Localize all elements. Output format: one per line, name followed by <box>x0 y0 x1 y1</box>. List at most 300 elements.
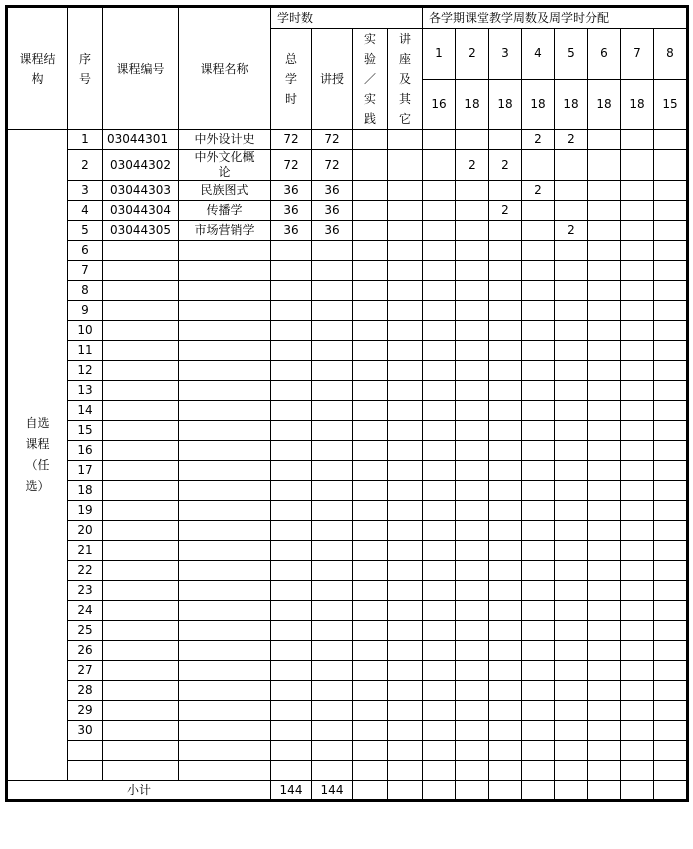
empty-cell <box>588 381 621 401</box>
empty-cell <box>103 461 179 481</box>
empty-cell <box>103 521 179 541</box>
empty-cell <box>654 461 688 481</box>
row-seq: 29 <box>68 701 103 721</box>
empty-cell <box>456 661 489 681</box>
empty-cell <box>312 301 353 321</box>
empty-cell <box>456 601 489 621</box>
empty-cell <box>179 441 271 461</box>
empty-cell <box>489 401 522 421</box>
empty-cell <box>555 501 588 521</box>
empty-cell <box>353 721 388 741</box>
empty-cell <box>312 261 353 281</box>
empty-cell <box>312 661 353 681</box>
empty-cell <box>555 421 588 441</box>
empty-cell <box>271 601 312 621</box>
course-row <box>7 221 688 241</box>
empty-cell <box>353 241 388 261</box>
header-hours-group: 学时数 <box>271 7 423 29</box>
empty-cell <box>271 481 312 501</box>
category-label: 自选课程（任选） <box>25 416 50 493</box>
empty-cell <box>456 341 489 361</box>
empty-cell <box>423 621 456 641</box>
empty-cell <box>353 481 388 501</box>
empty-cell <box>456 741 489 761</box>
header-seq-text: 序号 <box>78 51 91 86</box>
empty-row <box>7 381 688 401</box>
empty-cell <box>456 621 489 641</box>
empty-cell <box>103 381 179 401</box>
empty-cell <box>312 321 353 341</box>
empty-cell <box>522 561 555 581</box>
weeks-5: 18 <box>555 79 588 130</box>
empty-cell <box>179 621 271 641</box>
subtotal-empty-cell <box>621 781 654 801</box>
empty-cell <box>388 541 423 561</box>
empty-cell <box>312 641 353 661</box>
header-semester-group: 各学期课堂教学周数及周学时分配 <box>423 7 688 29</box>
empty-cell <box>388 701 423 721</box>
empty-cell <box>522 621 555 641</box>
empty-cell <box>388 301 423 321</box>
empty-cell <box>489 301 522 321</box>
header-lab-text: 实验／实践 <box>363 32 376 126</box>
empty-cell <box>423 381 456 401</box>
empty-cell <box>271 381 312 401</box>
empty-cell <box>423 421 456 441</box>
course-lab-hours <box>353 181 388 201</box>
empty-row <box>7 441 688 461</box>
empty-cell <box>353 381 388 401</box>
semester-6: 6 <box>588 29 621 80</box>
row-seq: 17 <box>68 461 103 481</box>
course-total-hours: 36 <box>271 181 312 201</box>
empty-cell <box>103 481 179 501</box>
empty-cell <box>555 581 588 601</box>
course-semester-4-hours: 2 <box>522 130 555 150</box>
course-name-text: 民族图式 <box>200 183 249 197</box>
empty-cell <box>312 601 353 621</box>
course-semester-5-hours <box>555 201 588 221</box>
empty-cell <box>271 701 312 721</box>
empty-cell <box>271 541 312 561</box>
empty-cell <box>103 561 179 581</box>
empty-row <box>7 721 688 741</box>
empty-cell <box>271 281 312 301</box>
empty-cell <box>588 361 621 381</box>
empty-cell <box>489 481 522 501</box>
course-semester-8-hours <box>654 130 688 150</box>
empty-cell <box>271 561 312 581</box>
weeks-7: 18 <box>621 79 654 130</box>
empty-cell <box>621 581 654 601</box>
row-seq: 16 <box>68 441 103 461</box>
row-seq <box>68 741 103 761</box>
empty-cell <box>179 341 271 361</box>
row-seq: 28 <box>68 681 103 701</box>
course-semester-2-hours: 2 <box>456 150 489 181</box>
empty-cell <box>456 381 489 401</box>
empty-cell <box>654 281 688 301</box>
empty-cell <box>555 701 588 721</box>
empty-cell <box>179 301 271 321</box>
empty-cell <box>312 481 353 501</box>
empty-cell <box>522 261 555 281</box>
empty-cell <box>179 381 271 401</box>
empty-cell <box>179 401 271 421</box>
empty-cell <box>522 761 555 781</box>
empty-cell <box>456 641 489 661</box>
empty-cell <box>621 401 654 421</box>
empty-cell <box>489 421 522 441</box>
empty-cell <box>456 401 489 421</box>
course-name-text: 中外文化概论 <box>194 150 255 179</box>
empty-cell <box>103 741 179 761</box>
empty-cell <box>555 441 588 461</box>
header-lecture: 讲授 <box>312 29 353 130</box>
empty-cell <box>522 361 555 381</box>
course-semester-6-hours <box>588 201 621 221</box>
course-semester-7-hours <box>621 130 654 150</box>
empty-row <box>7 321 688 341</box>
empty-cell <box>555 721 588 741</box>
empty-cell <box>423 281 456 301</box>
course-semester-2-hours <box>456 181 489 201</box>
empty-cell <box>588 241 621 261</box>
empty-cell <box>621 661 654 681</box>
empty-cell <box>388 481 423 501</box>
empty-cell <box>179 721 271 741</box>
course-semester-3-hours: 2 <box>489 150 522 181</box>
course-seq: 3 <box>68 181 103 201</box>
empty-row <box>7 681 688 701</box>
empty-cell <box>271 361 312 381</box>
empty-cell <box>103 361 179 381</box>
empty-cell <box>456 721 489 741</box>
empty-cell <box>312 341 353 361</box>
course-name <box>179 221 271 241</box>
empty-row <box>7 641 688 661</box>
subtotal-label: 小计 <box>7 781 271 801</box>
empty-cell <box>103 501 179 521</box>
empty-cell <box>555 401 588 421</box>
empty-cell <box>654 721 688 741</box>
course-code: 03044301 <box>103 130 179 150</box>
empty-cell <box>621 521 654 541</box>
empty-cell <box>621 601 654 621</box>
empty-cell <box>456 421 489 441</box>
header-total-hours <box>271 29 312 130</box>
row-seq: 9 <box>68 301 103 321</box>
empty-cell <box>621 501 654 521</box>
empty-cell <box>522 421 555 441</box>
empty-cell <box>423 341 456 361</box>
empty-cell <box>179 421 271 441</box>
empty-cell <box>654 321 688 341</box>
empty-cell <box>353 661 388 681</box>
empty-cell <box>179 641 271 661</box>
row-seq: 12 <box>68 361 103 381</box>
empty-cell <box>103 241 179 261</box>
empty-cell <box>456 681 489 701</box>
empty-cell <box>388 641 423 661</box>
empty-cell <box>353 761 388 781</box>
subtotal-empty-cell <box>522 781 555 801</box>
empty-cell <box>489 701 522 721</box>
course-semester-5-hours: 2 <box>555 130 588 150</box>
empty-cell <box>588 581 621 601</box>
empty-cell <box>271 741 312 761</box>
empty-cell <box>271 581 312 601</box>
empty-cell <box>271 641 312 661</box>
course-lecture-hours: 36 <box>312 181 353 201</box>
empty-cell <box>312 361 353 381</box>
empty-cell <box>522 701 555 721</box>
empty-cell <box>555 621 588 641</box>
course-plan-table <box>5 5 689 802</box>
empty-cell <box>353 461 388 481</box>
empty-cell <box>522 461 555 481</box>
course-semester-3-hours <box>489 130 522 150</box>
empty-cell <box>555 341 588 361</box>
empty-row <box>7 361 688 381</box>
empty-cell <box>555 661 588 681</box>
empty-cell <box>103 401 179 421</box>
subtotal-empty-cell <box>654 781 688 801</box>
course-lab-hours <box>353 201 388 221</box>
row-seq: 24 <box>68 601 103 621</box>
semester-4: 4 <box>522 29 555 80</box>
empty-cell <box>654 641 688 661</box>
empty-cell <box>423 741 456 761</box>
empty-cell <box>271 301 312 321</box>
empty-cell <box>388 381 423 401</box>
empty-cell <box>621 701 654 721</box>
empty-cell <box>103 661 179 681</box>
empty-cell <box>271 341 312 361</box>
empty-cell <box>522 501 555 521</box>
empty-cell <box>179 601 271 621</box>
subtotal-empty-cell <box>388 781 423 801</box>
row-seq: 22 <box>68 561 103 581</box>
empty-cell <box>555 261 588 281</box>
empty-cell <box>179 701 271 721</box>
empty-cell <box>103 541 179 561</box>
empty-cell <box>312 381 353 401</box>
course-semester-4-hours <box>522 221 555 241</box>
empty-cell <box>353 541 388 561</box>
course-name <box>179 181 271 201</box>
empty-cell <box>388 761 423 781</box>
empty-cell <box>654 681 688 701</box>
empty-cell <box>456 301 489 321</box>
course-name-text: 中外设计史 <box>194 132 255 146</box>
row-seq: 15 <box>68 421 103 441</box>
course-semester-2-hours <box>456 201 489 221</box>
empty-cell <box>423 301 456 321</box>
empty-cell <box>654 501 688 521</box>
empty-cell <box>555 741 588 761</box>
empty-cell <box>353 621 388 641</box>
weeks-1: 16 <box>423 79 456 130</box>
empty-cell <box>271 681 312 701</box>
empty-cell <box>423 241 456 261</box>
semester-8: 8 <box>654 29 688 80</box>
empty-cell <box>388 601 423 621</box>
empty-cell <box>353 281 388 301</box>
empty-cell <box>179 281 271 301</box>
empty-cell <box>489 741 522 761</box>
empty-cell <box>456 541 489 561</box>
empty-cell <box>423 521 456 541</box>
empty-cell <box>353 341 388 361</box>
empty-cell <box>555 641 588 661</box>
empty-cell <box>555 681 588 701</box>
course-semester-6-hours <box>588 181 621 201</box>
course-lab-hours <box>353 150 388 181</box>
empty-cell <box>654 741 688 761</box>
course-seminar-hours <box>388 221 423 241</box>
empty-cell <box>522 441 555 461</box>
empty-cell <box>654 481 688 501</box>
empty-cell <box>423 581 456 601</box>
empty-cell <box>312 501 353 521</box>
empty-cell <box>388 741 423 761</box>
empty-cell <box>179 541 271 561</box>
row-seq: 14 <box>68 401 103 421</box>
empty-cell <box>423 401 456 421</box>
empty-cell <box>271 241 312 261</box>
empty-cell <box>654 701 688 721</box>
course-row <box>7 130 688 150</box>
course-semester-1-hours <box>423 150 456 181</box>
empty-cell <box>621 621 654 641</box>
empty-cell <box>522 721 555 741</box>
row-seq: 23 <box>68 581 103 601</box>
empty-cell <box>621 541 654 561</box>
empty-cell <box>103 681 179 701</box>
course-lecture-hours: 36 <box>312 221 353 241</box>
empty-cell <box>353 301 388 321</box>
empty-cell <box>555 281 588 301</box>
empty-cell <box>555 321 588 341</box>
empty-cell <box>388 681 423 701</box>
course-semester-6-hours <box>588 130 621 150</box>
course-seq: 2 <box>68 150 103 181</box>
empty-cell <box>423 561 456 581</box>
course-seminar-hours <box>388 130 423 150</box>
course-seq: 1 <box>68 130 103 150</box>
empty-cell <box>423 761 456 781</box>
empty-cell <box>103 601 179 621</box>
empty-cell <box>489 661 522 681</box>
empty-cell <box>621 341 654 361</box>
subtotal-row <box>7 781 688 801</box>
empty-cell <box>353 361 388 381</box>
empty-row <box>7 481 688 501</box>
empty-cell <box>423 361 456 381</box>
empty-cell <box>271 441 312 461</box>
empty-cell <box>588 761 621 781</box>
empty-cell <box>388 501 423 521</box>
empty-row <box>7 261 688 281</box>
course-semester-5-hours <box>555 150 588 181</box>
empty-cell <box>489 261 522 281</box>
empty-cell <box>388 421 423 441</box>
empty-row <box>7 281 688 301</box>
empty-row <box>7 741 688 761</box>
empty-cell <box>388 621 423 641</box>
empty-cell <box>621 441 654 461</box>
empty-cell <box>456 281 489 301</box>
empty-cell <box>588 521 621 541</box>
empty-cell <box>103 761 179 781</box>
empty-cell <box>621 381 654 401</box>
course-semester-7-hours <box>621 221 654 241</box>
empty-cell <box>588 641 621 661</box>
empty-cell <box>456 481 489 501</box>
empty-cell <box>179 581 271 601</box>
empty-cell <box>489 581 522 601</box>
empty-cell <box>588 721 621 741</box>
empty-cell <box>522 541 555 561</box>
empty-row <box>7 541 688 561</box>
empty-cell <box>654 541 688 561</box>
empty-row <box>7 621 688 641</box>
course-name <box>179 130 271 150</box>
empty-cell <box>588 321 621 341</box>
subtotal-empty-cell <box>588 781 621 801</box>
subtotal-empty-cell <box>423 781 456 801</box>
empty-cell <box>388 261 423 281</box>
row-seq: 25 <box>68 621 103 641</box>
course-semester-1-hours <box>423 221 456 241</box>
empty-cell <box>489 621 522 641</box>
empty-cell <box>388 581 423 601</box>
course-code: 03044304 <box>103 201 179 221</box>
empty-cell <box>312 741 353 761</box>
empty-cell <box>588 261 621 281</box>
empty-cell <box>489 241 522 261</box>
empty-cell <box>271 261 312 281</box>
row-seq <box>68 761 103 781</box>
empty-cell <box>621 741 654 761</box>
header-name: 课程名称 <box>179 7 271 130</box>
empty-cell <box>588 441 621 461</box>
row-seq: 19 <box>68 501 103 521</box>
empty-row <box>7 461 688 481</box>
subtotal-empty-cell <box>456 781 489 801</box>
course-code: 03044305 <box>103 221 179 241</box>
empty-cell <box>179 741 271 761</box>
header-lab <box>353 29 388 130</box>
course-semester-5-hours <box>555 181 588 201</box>
empty-cell <box>654 601 688 621</box>
empty-cell <box>588 741 621 761</box>
row-seq: 30 <box>68 721 103 741</box>
empty-row <box>7 341 688 361</box>
header-structure <box>7 7 68 130</box>
course-semester-6-hours <box>588 150 621 181</box>
empty-cell <box>456 461 489 481</box>
empty-cell <box>522 661 555 681</box>
empty-cell <box>555 381 588 401</box>
empty-cell <box>489 761 522 781</box>
empty-cell <box>522 521 555 541</box>
empty-cell <box>621 461 654 481</box>
empty-cell <box>654 341 688 361</box>
empty-row <box>7 601 688 621</box>
empty-cell <box>522 281 555 301</box>
